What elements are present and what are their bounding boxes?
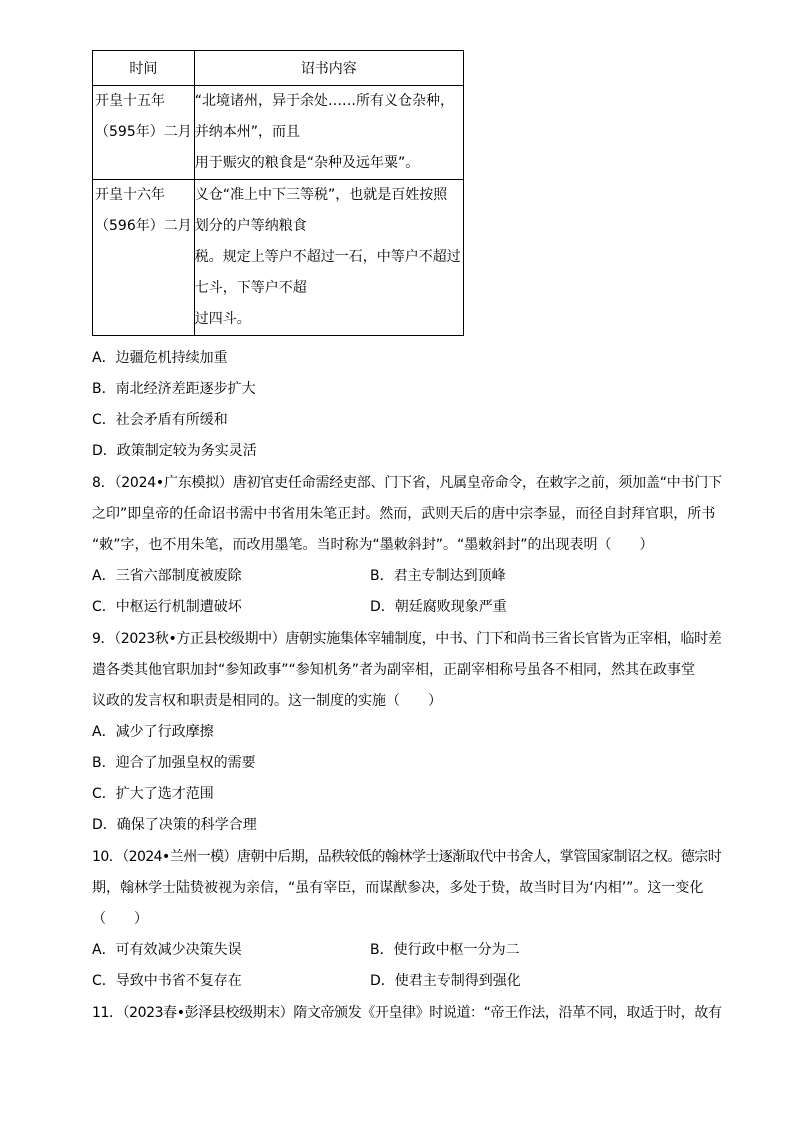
q11-stem-line: 11．（2023春•彭泽县校级期末）隋文帝颁发《开皇律》时说道：“帝王作法，沿革不同，取适于时，故有 (92, 1005, 722, 1021)
time-line: （595年）二月 (95, 124, 192, 140)
q10-stem-line: （ ） (92, 911, 148, 927)
q9-stem-line: 议政的发言权和职责是相同的。这一制度的实施（ ） (92, 693, 442, 709)
q9-stem-line: 9．（2023秋•方正县校级期中）唐朝实施集体宰辅制度，中书、门下和尚书三省长官皆为正宰相，临时差 (92, 631, 722, 647)
q8-stem-line: “敕”字，也不用朱笔，而改用墨笔。当时称为“墨敕斜封”。“墨敕斜封”的出现表明（ ） (92, 537, 654, 553)
q10-option-a[interactable]: A．可有效减少决策失误 (92, 942, 242, 958)
q8-stem-line: 8．（2024•广东模拟）唐初官吏任命需经吏部、门下省，凡属皇帝命令，在敕字之前，须加盖“中书门下 (92, 475, 722, 491)
q10-option-c[interactable]: C．导致中书省不复存在 (92, 973, 242, 989)
q10-stem-line: 期，翰林学士陆贽被视为亲信，“虽有宰臣，而谋猷参决，多处于贽，故当时目为‘内相’”。这一变化 (92, 880, 704, 896)
q8-option-b[interactable]: B．君主专制达到顶峰 (370, 568, 506, 584)
q9-stem-line: 遣各类其他官职加封“参知政事”“参知机务”者为副宰相，正副宰相称号虽各不相同，然其在政事堂 (92, 662, 696, 678)
q7-option-c[interactable]: C．社会矛盾有所缓和 (92, 412, 228, 428)
content-line: “北境诸州，异于余处……所有义仓杂种， (194, 93, 454, 109)
q7-option-a[interactable]: A．边疆危机持续加重 (92, 350, 228, 366)
q7-option-b[interactable]: B．南北经济差距逐步扩大 (92, 381, 256, 397)
q9-option-b[interactable]: B．迎合了加强皇权的需要 (92, 755, 256, 771)
content-cell (194, 86, 463, 180)
header-time: 时间 (93, 51, 195, 86)
content-line: 划分的户等纳粮食 (194, 218, 307, 234)
table-row (93, 180, 464, 336)
time-cell (93, 180, 195, 336)
q7-option-d[interactable]: D．政策制定较为务实灵活 (92, 443, 257, 459)
q8-option-a[interactable]: A．三省六部制度被废除 (92, 568, 242, 584)
content-line: 税。规定上等户不超过一石，中等户不超过 (194, 249, 461, 265)
time-line: 开皇十五年 (95, 93, 165, 109)
table-row (93, 86, 464, 180)
q10-option-d[interactable]: D．使君主专制得到强化 (370, 973, 521, 989)
time-line: （596年）二月 (95, 218, 192, 234)
content-line: 义仓“准上中下三等税”，也就是百姓按照 (194, 187, 448, 203)
table-header-row (93, 51, 464, 86)
header-content: 诏书内容 (194, 51, 463, 86)
time-line: 开皇十六年 (95, 187, 165, 203)
content-line: 七斗，下等户不超 (194, 280, 307, 296)
q10-option-b[interactable]: B．使行政中枢一分为二 (370, 942, 520, 958)
edict-table (92, 50, 464, 336)
content-cell (194, 180, 463, 336)
q8-stem-line: 之印”即皇帝的任命诏书需中书省用朱笔正封。然而，武则天后的唐中宗李显，而径自封拜官职，所书 (92, 506, 716, 522)
q8-option-d[interactable]: D．朝廷腐败现象严重 (370, 599, 507, 615)
time-cell (93, 86, 195, 180)
content-line: 并纳本州”，而且 (194, 124, 300, 140)
q9-option-c[interactable]: C．扩大了选才范围 (92, 786, 214, 802)
q9-option-a[interactable]: A．减少了行政摩擦 (92, 724, 214, 740)
q10-stem-line: 10．（2024•兰州一模）唐朝中后期，品秩较低的翰林学士逐渐取代中书舍人，掌管国家制诏之权。德宗时 (92, 849, 722, 865)
q8-option-c[interactable]: C．中枢运行机制遭破坏 (92, 599, 242, 615)
q9-option-d[interactable]: D．确保了决策的科学合理 (92, 817, 257, 833)
content-line: 过四斗。 (194, 311, 251, 327)
content-line: 用于赈灾的粮食是“杂种及远年粟”。 (194, 155, 420, 171)
